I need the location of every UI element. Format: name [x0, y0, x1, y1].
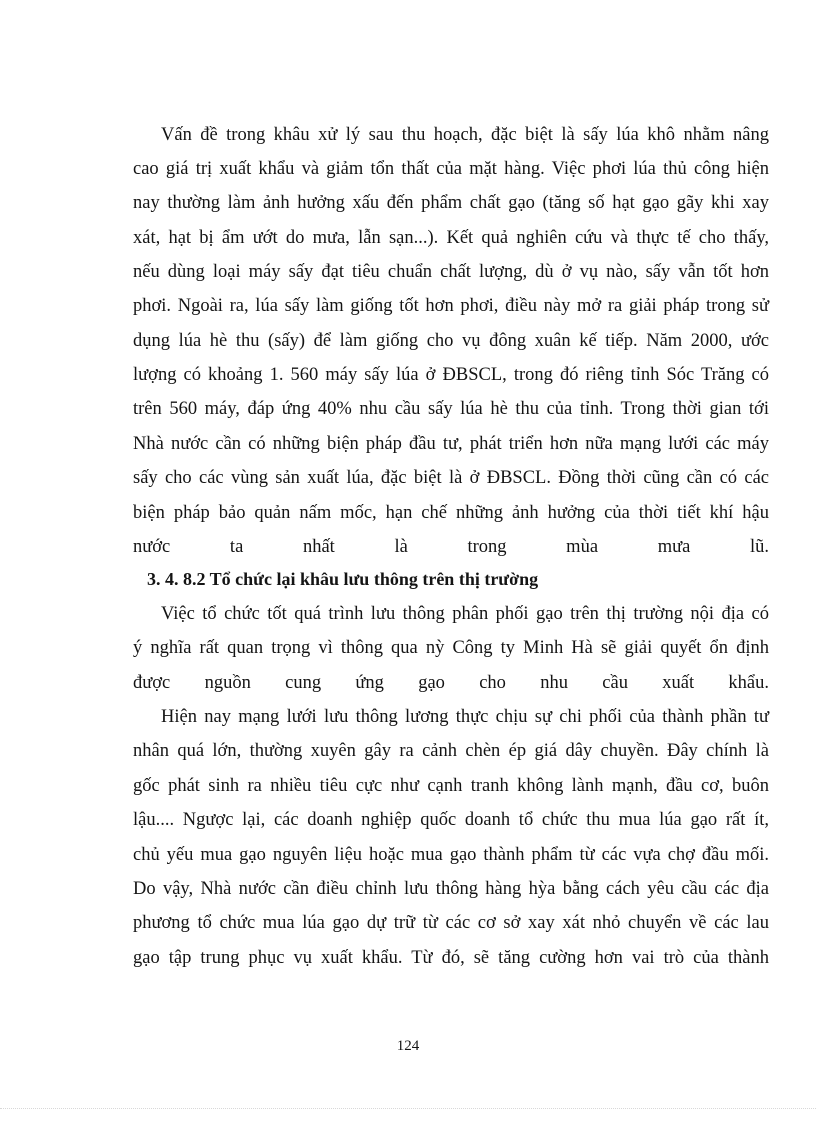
text-line: Do vậy, Nhà nước cần điều chỉnh lưu thông hàng hỳa bằng cách yêu cầu các địa [133, 879, 769, 899]
text-line: dụng lúa hè thu (sấy) để làm giống cho vụ đông xuân kế tiếp. Năm 2000, ước [133, 331, 769, 351]
text-line: nhân quá lớn, thường xuyên gây ra cảnh chèn ép giá dây chuyền. Đây chính là [133, 741, 769, 761]
text-line: Hiện nay mạng lưới lưu thông lương thực chịu sự chi phối của thành phần tư [161, 707, 769, 727]
text-line: Nhà nước cần có những biện pháp đầu tư, phát triển hơn nữa mạng lưới các máy [133, 434, 769, 454]
text-line: nước ta nhất là trong mùa mưa lũ. [133, 537, 769, 557]
text-line: phương tổ chức mua lúa gạo dự trữ từ các cơ sở xay xát nhỏ chuyển về các lau [133, 913, 769, 933]
text-line: Việc tổ chức tốt quá trình lưu thông phân phối gạo trên thị trường nội địa có [161, 604, 769, 624]
text-line: ý nghĩa rất quan trọng vì thông qua nỳ Công ty Minh Hà sẽ giải quyết ổn định [133, 638, 769, 658]
text-line: được nguồn cung ứng gạo cho nhu cầu xuất khẩu. [133, 673, 769, 693]
text-line: nếu dùng loại máy sấy đạt tiêu chuẩn chất lượng, dù ở vụ nào, sấy vẫn tốt hơn [133, 262, 769, 282]
text-line: gốc phát sinh ra nhiều tiêu cực như cạnh tranh không lành mạnh, đầu cơ, buôn [133, 776, 769, 796]
text-line: chủ yếu mua gạo nguyên liệu hoặc mua gạo thành phẩm từ các vựa chợ đầu mối. [133, 845, 769, 865]
section-heading: 3. 4. 8.2 Tổ chức lại khâu lưu thông trên thị trường [147, 569, 539, 589]
text-line: lậu.... Ngược lại, các doanh nghiệp quốc doanh tổ chức thu mua lúa gạo rất ít, [133, 810, 769, 830]
text-line: sấy cho các vùng sản xuất lúa, đặc biệt là ở ĐBSCL. Đồng thời cũng cần có các [133, 468, 769, 488]
text-line: nay thường làm ảnh hưởng xấu đến phẩm chất gạo (tăng số hạt gạo gãy khi xay [133, 193, 769, 213]
text-line: trên 560 máy, đáp ứng 40% nhu cầu sấy lúa hè thu của tỉnh. Trong thời gian tới [133, 399, 769, 419]
text-line: xát, hạt bị ẩm ướt do mưa, lẫn sạn...). Kết quả nghiên cứu và thực tế cho thấy, [133, 228, 769, 248]
text-line: biện pháp bảo quản nấm mốc, hạn chế những ảnh hưởng của thời tiết khí hậu [133, 503, 769, 523]
text-line: cao giá trị xuất khẩu và giảm tổn thất của mặt hàng. Việc phơi lúa thủ công hiện [133, 159, 769, 179]
page-number: 124 [396, 1038, 420, 1054]
text-line: lượng có khoảng 1. 560 máy sấy lúa ở ĐBSCL, trong đó riêng tỉnh Sóc Trăng có [133, 365, 769, 385]
text-line: gạo tập trung phục vụ xuất khẩu. Từ đó, sẽ tăng cường hơn vai trò của thành [133, 948, 769, 968]
text-line: phơi. Ngoài ra, lúa sấy làm giống tốt hơn phơi, điều này mở ra giải pháp trong sử [133, 296, 769, 316]
page-edge-divider [0, 1108, 816, 1109]
text-line: Vấn đề trong khâu xử lý sau thu hoạch, đặc biệt là sấy lúa khô nhằm nâng [161, 125, 769, 145]
